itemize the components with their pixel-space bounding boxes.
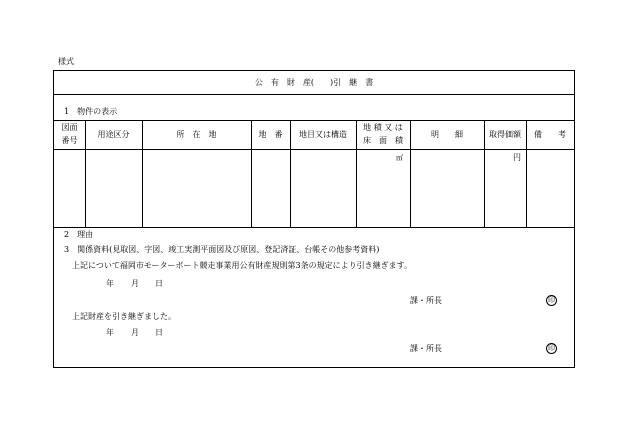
date2-year: 年: [106, 328, 114, 337]
transfer-statement: 上記について福岡市モーターボート競走事業用公有財産規則第3条の規定により引き継ぎます。: [72, 261, 412, 270]
header-shozaichi: 所 在 地: [176, 129, 217, 139]
header-chiban: 地 番: [258, 129, 283, 139]
unit-yen: 円: [513, 153, 521, 162]
seal-mark-icon: [546, 343, 557, 354]
form-title: 公 有 財 産( )引 継 書: [254, 78, 374, 87]
date1-month: 月: [131, 279, 139, 288]
date2-day: 日: [155, 328, 163, 337]
seal2-text: 印: [548, 344, 555, 352]
section3-heading: 3 関係資料(見取図、字図、竣工実測平面図及び原図、登記済証、台帳その他参考資料): [64, 245, 380, 254]
header-menseki-line1: 地 積 又 は: [363, 123, 403, 132]
sign1-label: 課・所長: [410, 296, 442, 305]
header-meisai: 明 細: [431, 129, 463, 139]
header-menseki-line2: 床 面 積: [363, 136, 403, 145]
date1-year: 年: [106, 279, 114, 288]
header-zumen-line2: 番号: [61, 136, 78, 145]
date1-day: 日: [155, 279, 163, 288]
form-label: 様式: [58, 57, 74, 66]
section1-heading: 1 物件の表示: [64, 107, 118, 116]
date2-month: 月: [131, 328, 139, 337]
receive-statement: 上記財産を引き継ぎました。: [72, 312, 176, 321]
sign2-label: 課・所長: [410, 344, 442, 353]
header-menseki: [356, 120, 410, 149]
section2-heading: 2 理由: [64, 230, 94, 239]
seal1-text: 印: [548, 296, 555, 304]
table-bottom-border: [54, 227, 574, 228]
header-zumen-line1: 図面: [61, 123, 78, 132]
header-biko: 備 考: [534, 129, 566, 139]
header-zumen: [54, 120, 85, 149]
header-kakaku: 取得価額: [489, 129, 521, 139]
title-divider: [54, 94, 574, 95]
seal-mark-icon: [546, 295, 557, 306]
header-chimoku: 地目又は構造: [299, 129, 347, 139]
header-youto: 用途区分: [97, 129, 130, 139]
unit-square-meter: ㎡: [396, 154, 403, 162]
table-header-divider: [54, 149, 574, 150]
transfer-form: [53, 70, 575, 368]
